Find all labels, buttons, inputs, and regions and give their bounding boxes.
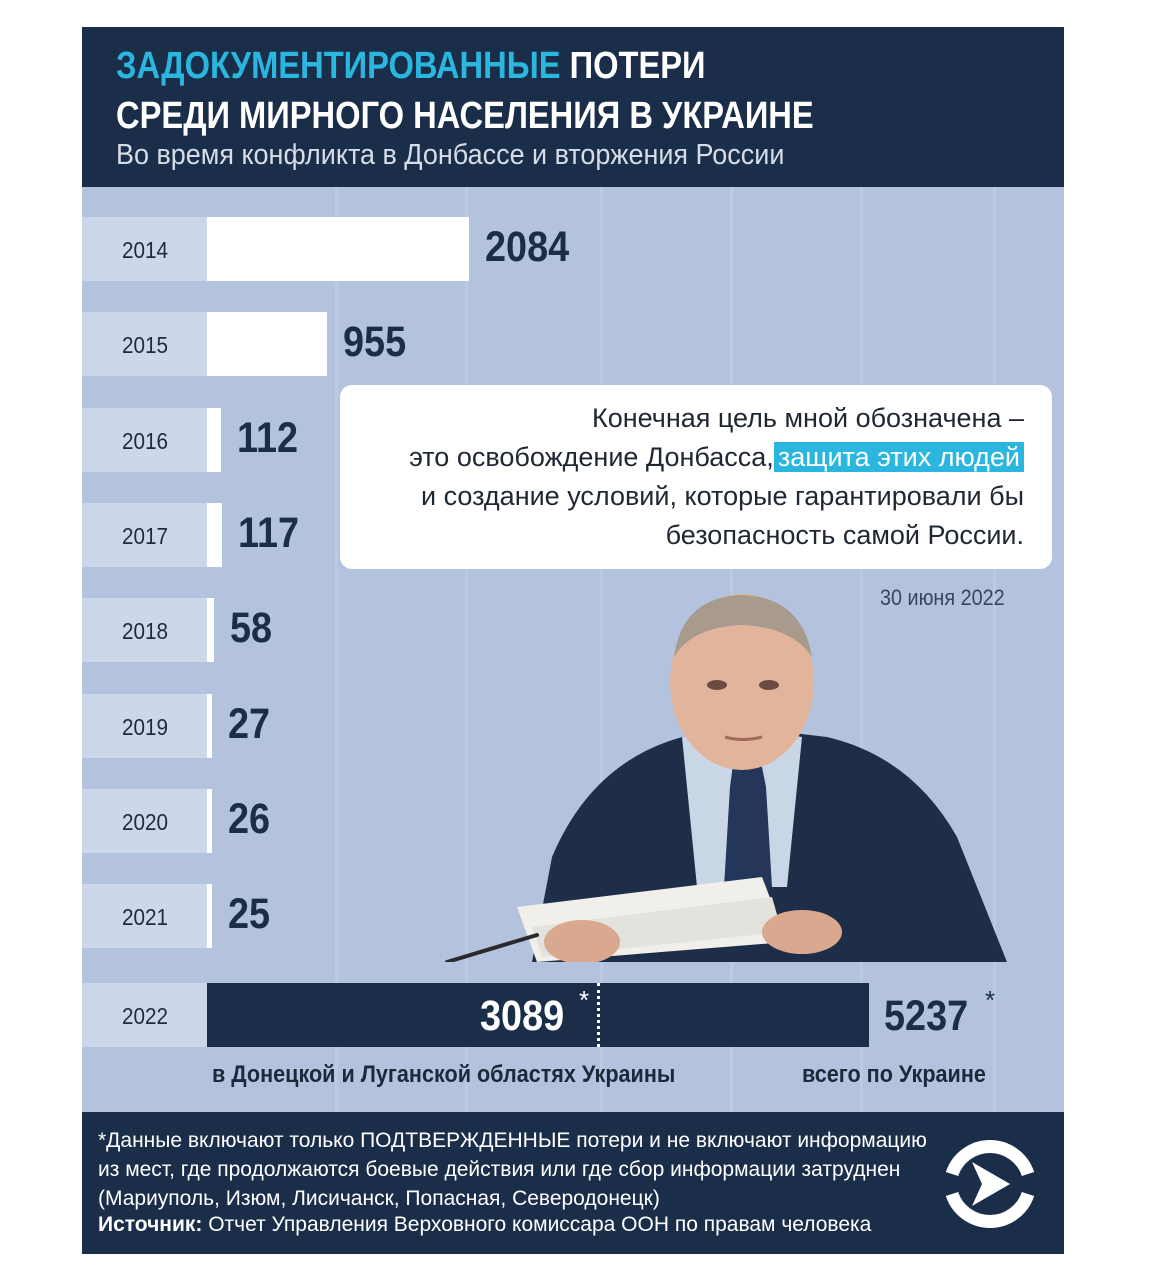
year-label: 2015 (122, 332, 169, 358)
quote-line3: и создание условий, которые гарантировали бы (421, 481, 1024, 511)
bar-2015 (207, 312, 327, 376)
caption-2022-total: всего по Украине (802, 1061, 986, 1088)
footnote (98, 1126, 958, 1213)
footnote-line3: (Мариуполь, Изюм, Лисичанск, Попасная, Северодонецк) (98, 1187, 660, 1210)
year-band-2018 (82, 598, 207, 662)
year-band-2016 (82, 408, 207, 472)
header (82, 27, 1064, 187)
title-line2: СРЕДИ МИРНОГО НАСЕЛЕНИЯ В УКРАИНЕ (116, 95, 814, 137)
quote-line2: это освобождение Донбасса, (409, 442, 774, 472)
year-band-2020 (82, 789, 207, 853)
source (98, 1213, 871, 1237)
bar-2018 (207, 598, 214, 662)
year-label: 2017 (122, 523, 169, 549)
bar-2019 (207, 694, 212, 758)
year-band-2017 (82, 503, 207, 567)
footnote-line2: из мест, где продолжаются боевые действия или где сбор информации затруднен (98, 1158, 901, 1181)
value-label-2014: 2084 (485, 223, 570, 271)
bar-2021 (207, 884, 212, 948)
value-label-2019: 27 (228, 700, 271, 748)
value-label-2020: 26 (228, 795, 271, 843)
bar-2014 (207, 217, 469, 281)
value-label-2021: 25 (228, 890, 271, 938)
play-arrow-logo-icon (938, 1132, 1042, 1236)
source-text: Отчет Управления Верховного комиссара ООН по правам человека (202, 1213, 872, 1236)
bar-2017 (207, 503, 222, 567)
value-label-2022-donbas: 3089 (480, 992, 565, 1040)
quote-box (340, 385, 1052, 569)
caption-2022-donbas: в Донецкой и Луганской областях Украины (212, 1061, 676, 1088)
infographic-card (82, 27, 1064, 1254)
year-band-2019 (82, 694, 207, 758)
quote-highlight: защита этих людей (774, 442, 1024, 472)
year-band-2022 (82, 983, 207, 1047)
title-line1-rest: ПОТЕРИ (560, 45, 706, 87)
year-label: 2016 (122, 428, 169, 454)
value-label-2017: 117 (238, 509, 300, 557)
subtitle: Во время конфликта в Донбассе и вторжения России (116, 139, 785, 171)
footnote-line1: *Данные включают только ПОДТВЕРЖДЕННЫЕ потери и не включают информацию (98, 1129, 927, 1152)
year-label: 2020 (122, 809, 169, 835)
year-band-2014 (82, 217, 207, 281)
value-label-2015: 955 (343, 318, 407, 366)
quote-line1: Конечная цель мной обозначена – (592, 403, 1024, 433)
bar-2022-donbas-divider (597, 983, 600, 1047)
year-label: 2014 (122, 237, 169, 263)
year-label: 2021 (122, 904, 169, 930)
title-accent: ЗАДОКУМЕНТИРОВАННЫЕ (116, 45, 561, 87)
bar-2020 (207, 789, 212, 853)
bar-2016 (207, 408, 221, 472)
speaker-photo (442, 587, 1012, 962)
year-label: 2018 (122, 618, 169, 644)
quote-date: 30 июня 2022 (880, 585, 1005, 610)
quote-text (344, 399, 1024, 555)
asterisk-2022-total: * (985, 985, 996, 1015)
gridline (335, 187, 338, 1254)
year-label: 2019 (122, 714, 169, 740)
footer (82, 1112, 1064, 1254)
value-label-2022-total: 5237 (884, 992, 969, 1040)
value-label-2016: 112 (237, 414, 299, 462)
source-label: Источник: (98, 1213, 203, 1236)
value-label-2018: 58 (230, 604, 273, 652)
year-label: 2022 (122, 1003, 169, 1029)
year-band-2015 (82, 312, 207, 376)
page-title (116, 41, 907, 141)
quote-line4: безопасность самой России. (665, 520, 1024, 550)
year-band-2021 (82, 884, 207, 948)
asterisk-2022-donbas: * (579, 985, 590, 1015)
